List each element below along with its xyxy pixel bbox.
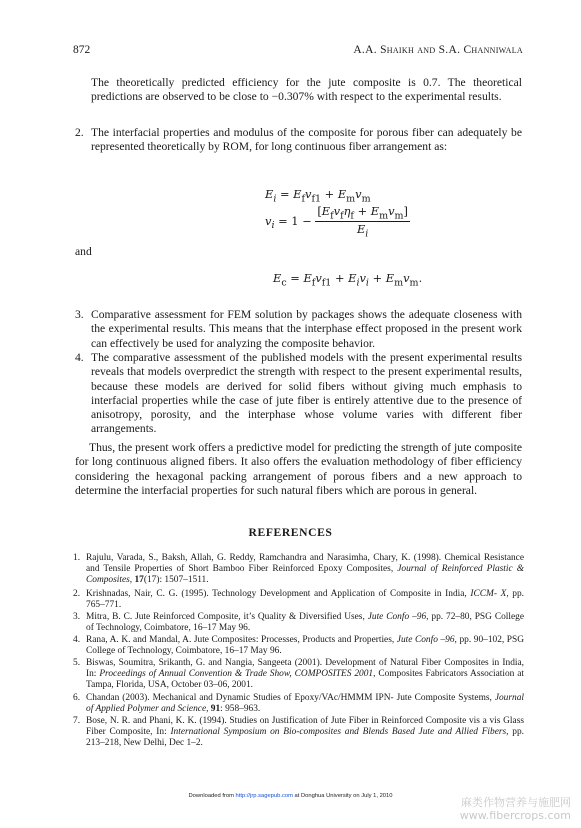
reference-item [73,612,524,634]
reference-text: Bose, N. R. and Phani, K. K. (1994). Studies on Justification of Jute Fiber in Reinforced Composite vis a vis Glass Fiber Composite, In: International Symposium on Bio-composites and Blends Based Jute and Allied Fibers, pp. 213–218, New Delhi, Dec 1–2. [86,716,524,749]
list-item-2 [75,126,522,155]
site-watermark [460,796,571,822]
running-head-authors: A.A. Shaikh and S.A. Channiwala [353,44,523,56]
connector-text: and [75,245,92,258]
list-item-4 [75,351,522,437]
page-number: 872 [73,44,91,56]
reference-item [73,553,524,587]
reference-text: Krishnadas, Nair, C. G. (1995). Technology Development and Application of Composite in India, ICCM- X, pp. 765–771. [86,589,524,611]
list-item-text: The comparative assessment of the published models with the present experimental results reveals that models overpredict the strength with respect to the present experimental results, because these models are derived for solid fibers without giving much emphasis to interfacial properties while the case of jute fiber is entirely attentive due to the presence of anisotropy, porosity, and the interphase whose volume varies with different fiber arrangements. [91,351,522,436]
reference-text: Chandan (2003). Mechanical and Dynamic Studies of Epoxy/VAc/HMMM IPN- Jute Composite Systems, Journal of Applied Polymer and Science, 91: 958–963. [86,693,524,715]
reference-number: 5. [73,658,81,668]
reference-item [73,716,524,750]
footer-link[interactable]: http://jrp.sagepub.com [235,793,293,799]
list-item-text: Comparative assessment for FEM solution by packages shows the adequate closeness with the experimental results. This means that the interphase effect proposed in the present work can effectively be used for analyzing the composite behavior. [91,308,522,350]
running-head [73,44,523,58]
reference-text: Mitra, B. C. Jute Reinforced Composite, it’s Quality & Diversified Uses, Jute Confo –96, pp. 72–80, PSG College of Technology, Coimbatore, 16–17 May 96. [86,612,524,634]
equation-composite-modulus: $E_c = E_fv_{f1} + E_iv_i + E_mv_m$. [273,271,423,289]
conclusion-paragraph: Thus, the present work offers a predictive model for predicting the strength of jute composite for long continuous aligned fibers. It also offers the evaluation methodology of fiber efficiency considering the hexagonal packing arrangement of porous fibers and a new approach to determine the interfacial properties for such natural fibers which are porous in general. [75,441,522,497]
reference-number: 3. [73,612,81,622]
list-number: 2. [75,126,84,139]
equation-interfacial-modulus: $E_i = E_fv_{f1} + E_mv_m$ [265,187,371,205]
reference-item [73,693,524,715]
watermark-line-2: www.fibercrops.com [459,809,571,822]
reference-number: 2. [73,589,81,599]
reference-text: Biswas, Soumitra, Srikanth, G. and Nangia, Sangeeta (2001). Development of Natural Fiber Composites in India, In: Proceedings of Annual Convention & Trade Show, COMPOSITES 2001, Composites Fabricators Association at Tampa, Florida, USA, October 03–06, 2001. [86,658,524,691]
footer-prefix: Downloaded from [188,793,236,799]
reference-item [73,589,524,611]
reference-item [73,658,524,692]
reference-number: 7. [73,716,81,726]
list-number: 3. [75,308,84,321]
list-item-3 [75,308,522,351]
equation-interphase-volume: $v_i = 1$ − $\frac{[E_fv_f\eta_f + E_mv_m]}{E_i}$ [265,204,408,240]
reference-number: 1. [73,553,81,563]
reference-number: 6. [73,693,81,703]
reference-text: Rana, A. K. and Mandal, A. Jute Composites: Processes, Products and Properties, Jute Confo –96, pp. 90–102, PSG College of Technology, Coimbatore, 16–17 May 96. [86,635,524,657]
list-number: 4. [75,351,84,364]
list-item-text: The interfacial properties and modulus of the composite for porous fiber can adequately be represented theoretically by ROM, for long continuous fiber arrangement as: [91,126,522,154]
reference-number: 4. [73,635,81,645]
footer-suffix: at Donghua University on July 1, 2010 [292,793,393,799]
reference-item [73,635,524,657]
reference-text: Rajulu, Varada, S., Baksh, Allah, G. Reddy, Ramchandra and Narasimha, Chary, K. (1998). Chemical Resistance and Tensile Properties of Short Bamboo Fiber Reinforced Epoxy Composites, Journal of Reinforced Plastic & Composites, 17(17): 1507–1511. [86,553,524,586]
references-heading: REFERENCES [248,526,333,539]
watermark-line-1: 麻类作物营养与施肥网 [461,796,571,809]
paragraph-efficiency: The theoretically predicted efficiency for the jute composite is 0.7. The theoretical predictions are observed to be close to −0.307% with respect to the experimental results. [91,76,522,104]
